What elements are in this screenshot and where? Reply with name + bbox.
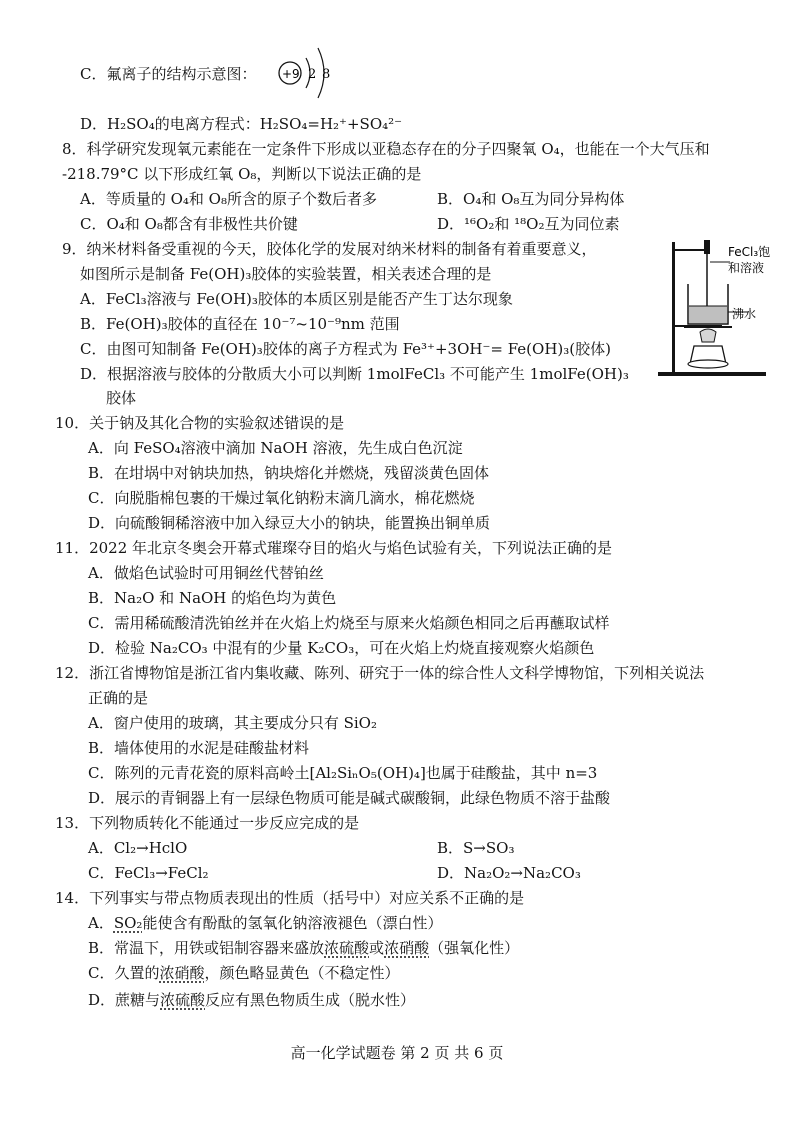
- q14-option-a: [88, 913, 442, 933]
- q14-stem: 14．下列事实与带点物质表现出的性质（括号中）对应关系不正确的是: [55, 889, 525, 907]
- q11-option-c: C．需用稀硫酸清洗铂丝并在火焰上灼烧至与原来火焰颜色相同之后再蘸取试样: [88, 614, 610, 632]
- q14-option-a-label: A．: [88, 914, 114, 932]
- q8-option-b: B．O₄和 O₈互为同分异构体: [437, 190, 625, 208]
- q14-option-d-dotted: 浓硫酸: [160, 991, 206, 1009]
- q12-option-d: D．展示的青铜器上有一层绿色物质可能是碱式碳酸铜，此绿色物质不溶于盐酸: [88, 789, 611, 807]
- q14-option-a-dotted-substance: SO₂: [113, 914, 143, 932]
- q11-option-d: D．检验 Na₂CO₃ 中混有的少量 K₂CO₃，可在火焰上灼烧直接观察火焰颜色: [88, 639, 595, 657]
- q14-option-c-post: ，颜色略显黄色（不稳定性）: [204, 964, 400, 982]
- shell-2-electrons: 8: [322, 67, 331, 82]
- q12-stem-line2: 正确的是: [88, 689, 149, 707]
- q9-stem-line2: 如图所示是制备 Fe(OH)₃胶体的实验装置，相关表述合理的是: [80, 265, 492, 283]
- q13-option-a: A．Cl₂→HclO: [88, 839, 188, 857]
- q10-option-b: B．在坩埚中对钠块加热，钠块熔化并燃烧，残留淡黄色固体: [88, 464, 490, 482]
- q14-option-b: [88, 938, 519, 958]
- q14-option-b-pre: B．常温下，用铁或铝制容器来盛放: [88, 939, 325, 957]
- q9-option-a: A．FeCl₃溶液与 Fe(OH)₃胶体的本质区别是能否产生丁达尔现象: [80, 290, 513, 308]
- option-d-h2so4: D．H₂SO₄的电离方程式：H₂SO₄=H₂⁺+SO₄²⁻: [80, 115, 403, 133]
- colloid-apparatus-figure: [650, 236, 780, 378]
- q11-option-b: B．Na₂O 和 NaOH 的焰色均为黄色: [88, 589, 337, 607]
- q8-stem-line1: 8．科学研究发现氧元素能在一定条件下形成以亚稳态存在的分子四聚氧 O₄，也能在一个大气压和: [62, 140, 710, 158]
- q10-stem: 10．关于钠及其化合物的实验叙述错误的是: [55, 414, 345, 432]
- q12-option-c: C．陈列的元青花瓷的原料高岭土[Al₂SiₙO₅(OH)₄]也属于硅酸盐，其中 n=3: [88, 764, 598, 782]
- q14-option-d: [88, 990, 415, 1010]
- q12-option-a: A．窗户使用的玻璃，其主要成分只有 SiO₂: [88, 714, 377, 732]
- option-c-fluoride: [80, 64, 256, 84]
- q8-option-a: A．等质量的 O₄和 O₈所含的原子个数后者多: [80, 190, 377, 208]
- q13-option-c: C．FeCl₃→FeCl₂: [88, 864, 209, 882]
- q9-option-d-line1: D．根据溶液与胶体的分散质大小可以判断 1molFeCl₃ 不可能产生 1molFe(OH)₃: [80, 365, 629, 383]
- q12-option-b: B．墙体使用的水泥是硅酸盐材料: [88, 739, 310, 757]
- q14-option-b-mid: 或: [369, 939, 385, 957]
- page-footer: 高一化学试题卷 第 2 页 共 6 页: [290, 1044, 504, 1062]
- q12-stem-line1: 12．浙江省博物馆是浙江省内集收藏、陈列、研究于一体的综合性人文科学博物馆，下列相关说法: [55, 664, 705, 682]
- q8-stem-line2: -218.79°C 以下形成红氧 O₈，判断以下说法正确的是: [62, 165, 422, 183]
- q14-option-c-dotted: 浓硝酸: [159, 964, 205, 982]
- q14-option-c-pre: C．久置的: [88, 964, 160, 982]
- shell-1-electrons: 2: [308, 67, 317, 82]
- q13-option-d: D．Na₂O₂→Na₂CO₃: [437, 864, 581, 882]
- q8-option-c: C．O₄和 O₈都含有非极性共价键: [80, 215, 298, 233]
- q9-stem-line1: 9．纳米材料备受重视的今天，胶体化学的发展对纳米材料的制备有着重要意义，: [62, 240, 597, 258]
- q14-option-b-post: （强氧化性）: [429, 939, 520, 957]
- q13-option-b: B．S→SO₃: [437, 839, 515, 857]
- q10-option-c: C．向脱脂棉包裹的干燥过氧化钠粉末滴几滴水，棉花燃烧: [88, 489, 475, 507]
- q11-option-a: A．做焰色试验时可用铜丝代替铂丝: [88, 564, 324, 582]
- nucleus-charge: +9: [282, 67, 300, 81]
- figure-label-solution: 和溶液: [728, 261, 765, 275]
- q10-option-d: D．向硫酸铜稀溶液中加入绿豆大小的钠块，能置换出铜单质: [88, 514, 491, 532]
- q14-option-b-dotted-2: 浓硝酸: [384, 939, 430, 957]
- q13-stem: 13．下列物质转化不能通过一步反应完成的是: [55, 814, 360, 832]
- figure-label-boiling-water: 沸水: [732, 307, 757, 321]
- q11-stem: 11．2022 年北京冬奥会开幕式璀璨夺目的焰火与焰色试验有关，下列说法正确的是: [55, 539, 613, 557]
- q14-option-a-rest: 能使含有酚酞的氢氧化钠溶液褪色（漂白性）: [142, 914, 443, 932]
- q8-option-d: D．¹⁶O₂和 ¹⁸O₂互为同位素: [437, 215, 620, 233]
- q9-option-c: C．由图可知制备 Fe(OH)₃胶体的离子方程式为 Fe³⁺+3OH⁻= Fe(OH)₃(胶体): [80, 340, 611, 358]
- q14-option-d-post: 反应有黑色物质生成（脱水性）: [205, 991, 416, 1009]
- q14-option-b-dotted-1: 浓硫酸: [324, 939, 370, 957]
- option-c-text: C．氟离子的结构示意图：: [80, 65, 257, 83]
- fluoride-ion-structure-diagram: [276, 42, 346, 112]
- figure-label-fecl3: FeCl₃饱: [728, 245, 771, 259]
- q10-option-a: A．向 FeSO₄溶液中滴加 NaOH 溶液，先生成白色沉淀: [88, 439, 463, 457]
- q14-option-c: [88, 963, 400, 983]
- q14-option-d-pre: D．蔗糖与: [88, 991, 161, 1009]
- q9-option-d-line2: 胶体: [106, 389, 137, 407]
- q9-option-b: B．Fe(OH)₃胶体的直径在 10⁻⁷~10⁻⁹nm 范围: [80, 315, 400, 333]
